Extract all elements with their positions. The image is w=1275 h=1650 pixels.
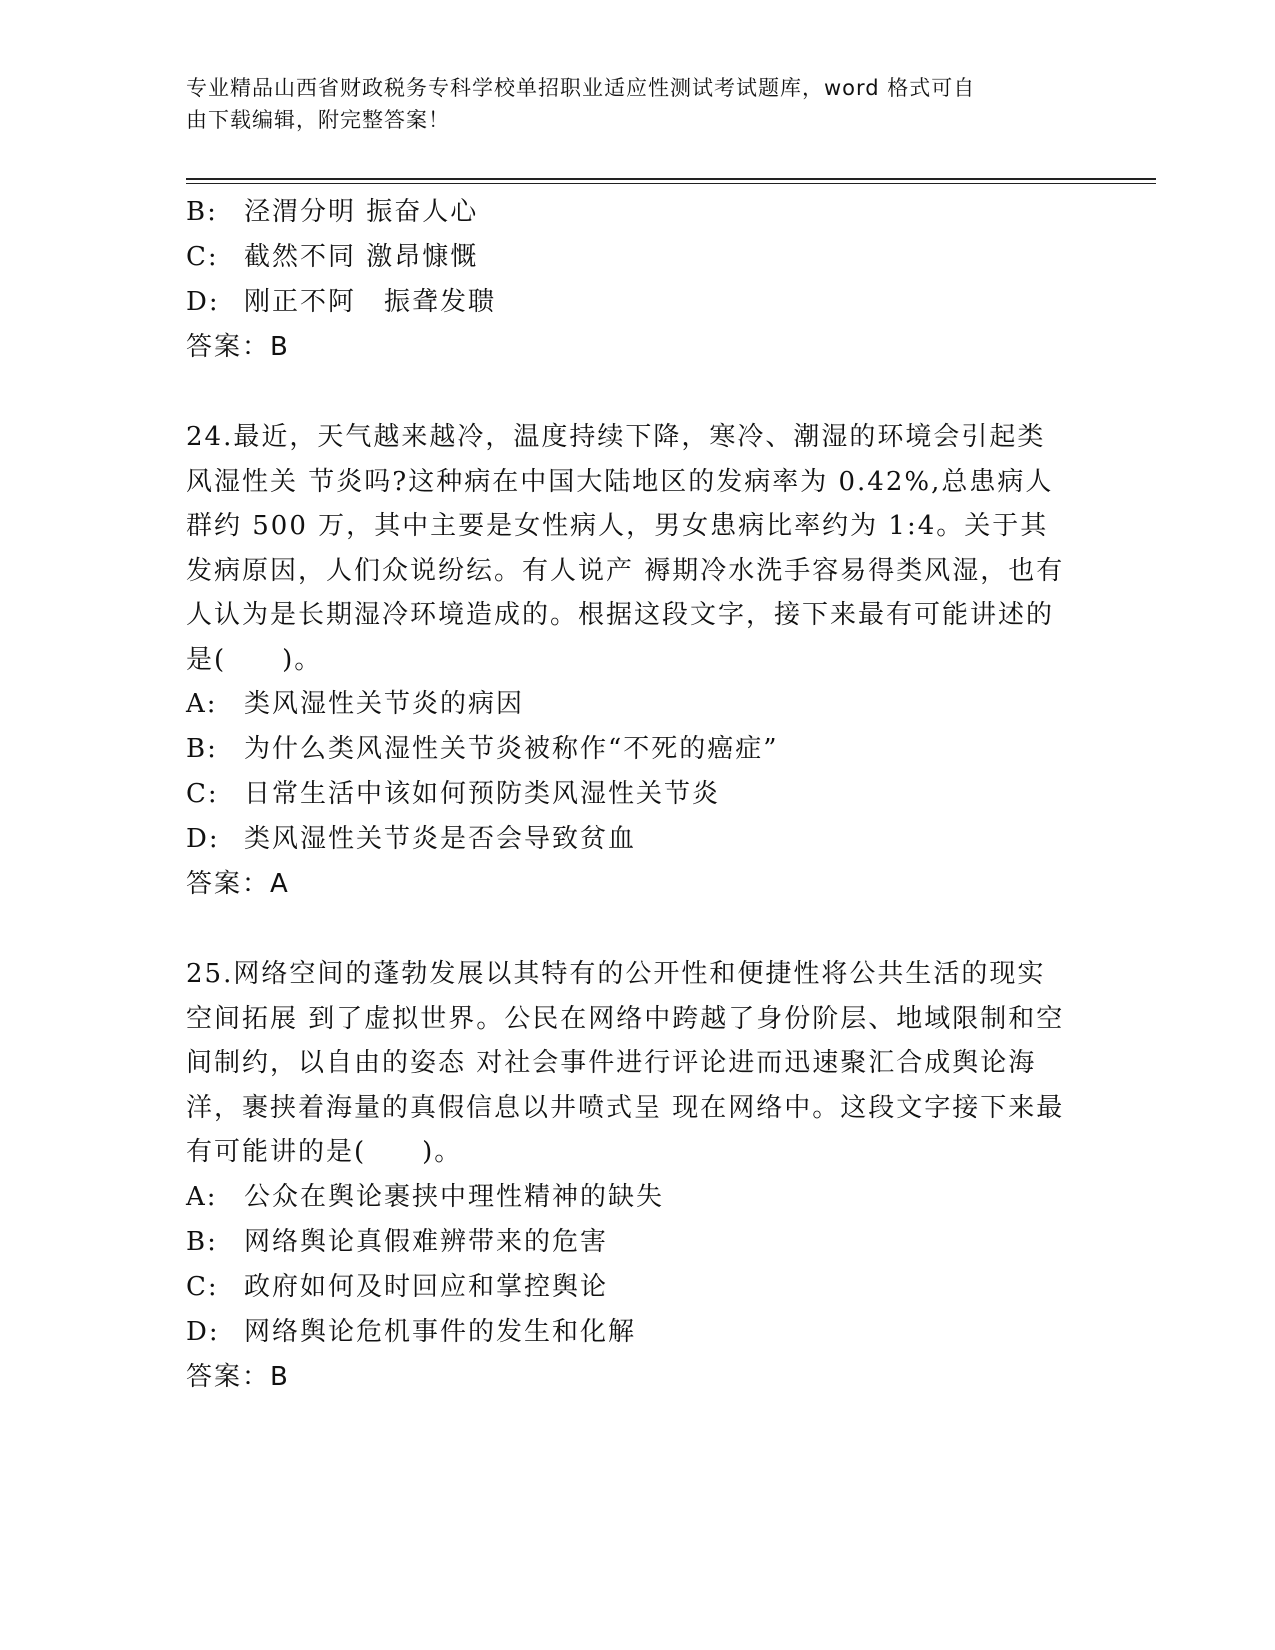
question-stem: 25.网络空间的蓬勃发展以其特有的公开性和便捷性将公共生活的现实空间拓展 到了虚拟世界。公民在网络中跨越了身份阶层、地域限制和空间制约，以自由的姿态 对社会事件进行评论进而迅速聚汇合成舆论海洋，裹挟着海量的真假信息以井喷式呈 现在网络中。这段文字接下来最有可能讲的是( )。	[186, 959, 1065, 1167]
header-divider-thick	[186, 178, 1156, 180]
header-line-1: 专业精品山西省财政税务专科学校单招职业适应性测试考试题库，word 格式可自	[186, 76, 976, 100]
answer: 答案：B	[186, 1361, 290, 1392]
option-c: C: 政府如何及时回应和掌控舆论	[186, 1271, 609, 1302]
option-d: D: 网络舆论危机事件的发生和化解	[186, 1316, 637, 1347]
header-divider-thin	[186, 183, 1156, 184]
option-d: D: 类风湿性关节炎是否会导致贫血	[186, 824, 637, 854]
page-header	[186, 72, 1066, 136]
option-b: B: 泾渭分明 振奋人心	[186, 197, 479, 227]
header-line-2: 由下载编辑，附完整答案！	[186, 108, 450, 132]
option-b: B: 网络舆论真假难辨带来的危害	[186, 1226, 609, 1257]
answer: 答案：A	[186, 869, 290, 899]
answer: 答案：B	[186, 332, 290, 362]
option-d: D: 刚正不阿 振聋发聩	[186, 287, 497, 317]
option-c: C: 日常生活中该如何预防类风湿性关节炎	[186, 779, 721, 809]
question-stem: 24.最近，天气越来越冷，温度持续下降，寒冷、潮湿的环境会引起类风湿性关 节炎吗?这种病在中国大陆地区的发病率为 0.42%,总患病人群约 500 万，其中主要是女性病人，男女患病比率约为 1:4。关于其发病原因，人们众说纷纭。有人说产 褥期冷水洗手容易得类风湿，也有人认为是长期湿冷环境造成的。根据这段文字，接下来最有可能讲述的是( )。	[186, 422, 1065, 675]
option-a: A: 公众在舆论裹挟中理性精神的缺失	[186, 1181, 665, 1212]
document-body	[186, 190, 1086, 1400]
option-c: C: 截然不同 激昂慷慨	[186, 242, 479, 272]
question-24	[186, 415, 1086, 907]
option-b: B: 为什么类风湿性关节炎被称作“不死的癌症”	[186, 734, 779, 764]
question-25	[186, 952, 1086, 1400]
option-a: A: 类风湿性关节炎的病因	[186, 689, 525, 719]
prev-question	[186, 190, 1086, 370]
